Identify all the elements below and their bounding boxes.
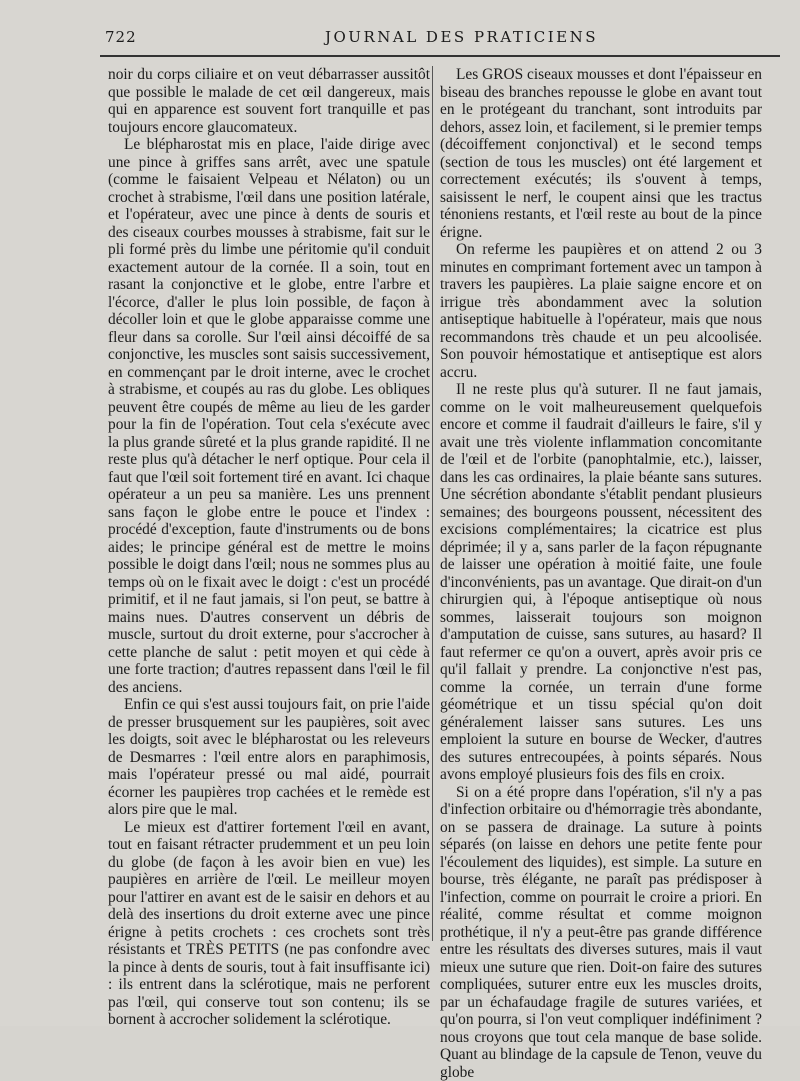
page-number: 722 bbox=[105, 28, 137, 46]
paragraph: On referme les paupières et on attend 2 ou 3 minutes en comprimant fortement avec un tampon à travers les paupières. La plaie saigne encore et on irrigue très abondamment avec la solution antiseptique habituelle à l'opérateur, mais que nous recommandons très chaude et un peu alcoolisée. Son pouvoir hémostatique et antiseptique est alors accru. bbox=[440, 241, 762, 381]
left-column bbox=[108, 66, 430, 1029]
paragraph: Le blépharostat mis en place, l'aide dirige avec une pince à griffes sans arrêt, avec une spatule (comme le faisaient Velpeau et Nélaton) ou un crochet à strabisme, l'œil dans une position latérale, et l'opérateur, avec une pince à dents de souris et des ciseaux courbes mousses à strabisme, fait sur le pli formé près du limbe une péritomie qu'il conduit exactement autour de la cornée. Il a soin, tout en rasant la conjonctive et le globe, entre l'arbre et l'écorce, d'aller le plus loin possible, de façon à décoller loin et que le globe apparaisse comme une fleur dans sa corolle. Sur l'œil ainsi décoiffé de sa conjonctive, les muscles sont saisis successivement, en commençant par le droit interne, avec le crochet à strabisme, et coupés au ras du globe. Les obliques peuvent être coupés de même au lieu de les garder pour la fin de l'opération. Tout cela s'exécute avec la plus grande sûreté et la plus grande rapidité. Il ne reste plus qu'à détacher le nerf optique. Pour cela il faut que l'œil soit fortement tiré en avant. Ici chaque opérateur a un peu sa manière. Les uns prennent sans façon le globe entre le pouce et l'index : procédé d'exception, faute d'instruments ou de bons aides; le principe général est de mettre le moins possible le doigt dans l'œil; nous ne sommes plus au temps où on le fixait avec le doigt : c'est un procédé primitif, et il ne faut jamais, si l'on peut, se battre à mains nues. D'autres conservent un débris de muscle, surtout du droit externe, pour s'accrocher à cette planche de salut : petit moyen et qui cède à une forte traction; d'autres repassent dans l'œil le fil des anciens. bbox=[108, 136, 430, 696]
header-rule bbox=[100, 55, 780, 57]
journal-title: JOURNAL DES PRATICIENS bbox=[325, 28, 598, 46]
paragraph: Les GROS ciseaux mousses et dont l'épaisseur en biseau des branches repousse le globe en avant tout en le protégeant du tranchant, sont introduits par dehors, assez loin, et facilement, si le premier temps (décoiffement conjonctival) et le second temps (section de tous les muscles) ont été largement et correctement exécutés; ils s'ouvent à temps, saisissent le nerf, le coupent ainsi que les tractus ténoniens restants, et l'œil reste au bout de la pince érigne. bbox=[440, 66, 762, 241]
paragraph: noir du corps ciliaire et on veut débarrasser aussitôt que possible le malade de cet œil dangereux, mais qui en apparence est souvent fort tranquille et pas toujours encore glaucomateux. bbox=[108, 66, 430, 136]
paragraph: Il ne reste plus qu'à suturer. Il ne faut jamais, comme on le voit malheureusement quelquefois encore et comme il faudrait d'ailleurs le faire, s'il y avait une très violente inflammation concomitante de l'œil et de l'orbite (panophtalmie, etc.), laisser, dans les cas ordinaires, la plaie béante sans sutures. Une sécrétion abondante s'établit pendant plusieurs semaines; des bourgeons poussent, nécessitent des excisions complémentaires; la cicatrice est plus déprimée; il y a, sans parler de la façon répugnante de laisser une opération à moitié faite, une foule d'inconvénients, pas un avantage. Que dirait-on d'un chirurgien qui, à l'époque antiseptique où nous sommes, laisserait toujours son moignon d'amputation de cuisse, sans sutures, au hasard? Il faut refermer ce qu'on a ouvert, après avoir pris ce qu'il fallait y prendre. La conjonctive n'est pas, comme la cornée, un terrain d'une forme géométrique et un tissu spécial qu'on doit généralement laisser sans sutures. Les uns emploient la suture en bourse de Wecker, d'autres des sutures entrecoupées, à points séparés. Nous avons employé plusieurs fois des fils en croix. bbox=[440, 381, 762, 784]
right-column bbox=[440, 66, 762, 1081]
running-head bbox=[100, 28, 780, 52]
paragraph: Enfin ce qui s'est aussi toujours fait, on prie l'aide de presser brusquement sur les paupières, soit avec les doigts, soit avec le blépharostat ou les releveurs de Desmarres : l'œil entre alors en paraphimosis, mais l'opérateur pressé ou mal aidé, pourrait écorner les paupières trop cachées et le remède est alors pire que le mal. bbox=[108, 696, 430, 819]
paragraph: Le mieux est d'attirer fortement l'œil en avant, tout en faisant rétracter prudemment et un peu loin du globe (de façon à les avoir bien en vue) les paupières en arrière de l'œil. Le meilleur moyen pour l'attirer en avant est de le saisir en dehors et au delà des insertions du droit externe avec une pince érigne à petits crochets : ces crochets sont très résistants et TRÈS PETITS (ne pas confondre avec la pince à dents de souris, tout à fait insuffisante ici) : ils entrent dans la sclérotique, mais ne perforent pas l'œil, qui conserve tout son contenu; ils se bornent à accrocher solidement la sclérotique. bbox=[108, 819, 430, 1029]
column-divider bbox=[432, 66, 433, 941]
paragraph: Si on a été propre dans l'opération, s'il n'y a pas d'infection orbitaire ou d'hémorragie très abondante, on se passera de drainage. La suture à points séparés (on laisse en dehors une petite fente pour l'écoulement des liquides), est simple. La suture en bourse, très élégante, ne paraît pas prédisposer à l'infection, comme on pourrait le croire a priori. En réalité, comme résultat et comme moignon prothétique, il n'y a peut-être pas grande différence entre les résultats des diverses sutures, mais il vaut mieux une suture que rien. Doit-on faire des sutures compliquées, suturer entre eux les muscles droits, par un échafaudage fragile de sutures variées, et qu'on pourra, si l'on veut compliquer indéfiniment ? nous croyons que tout cela manque de base solide. Quant au blindage de la capsule de Tenon, veuve du globe bbox=[440, 784, 762, 1081]
